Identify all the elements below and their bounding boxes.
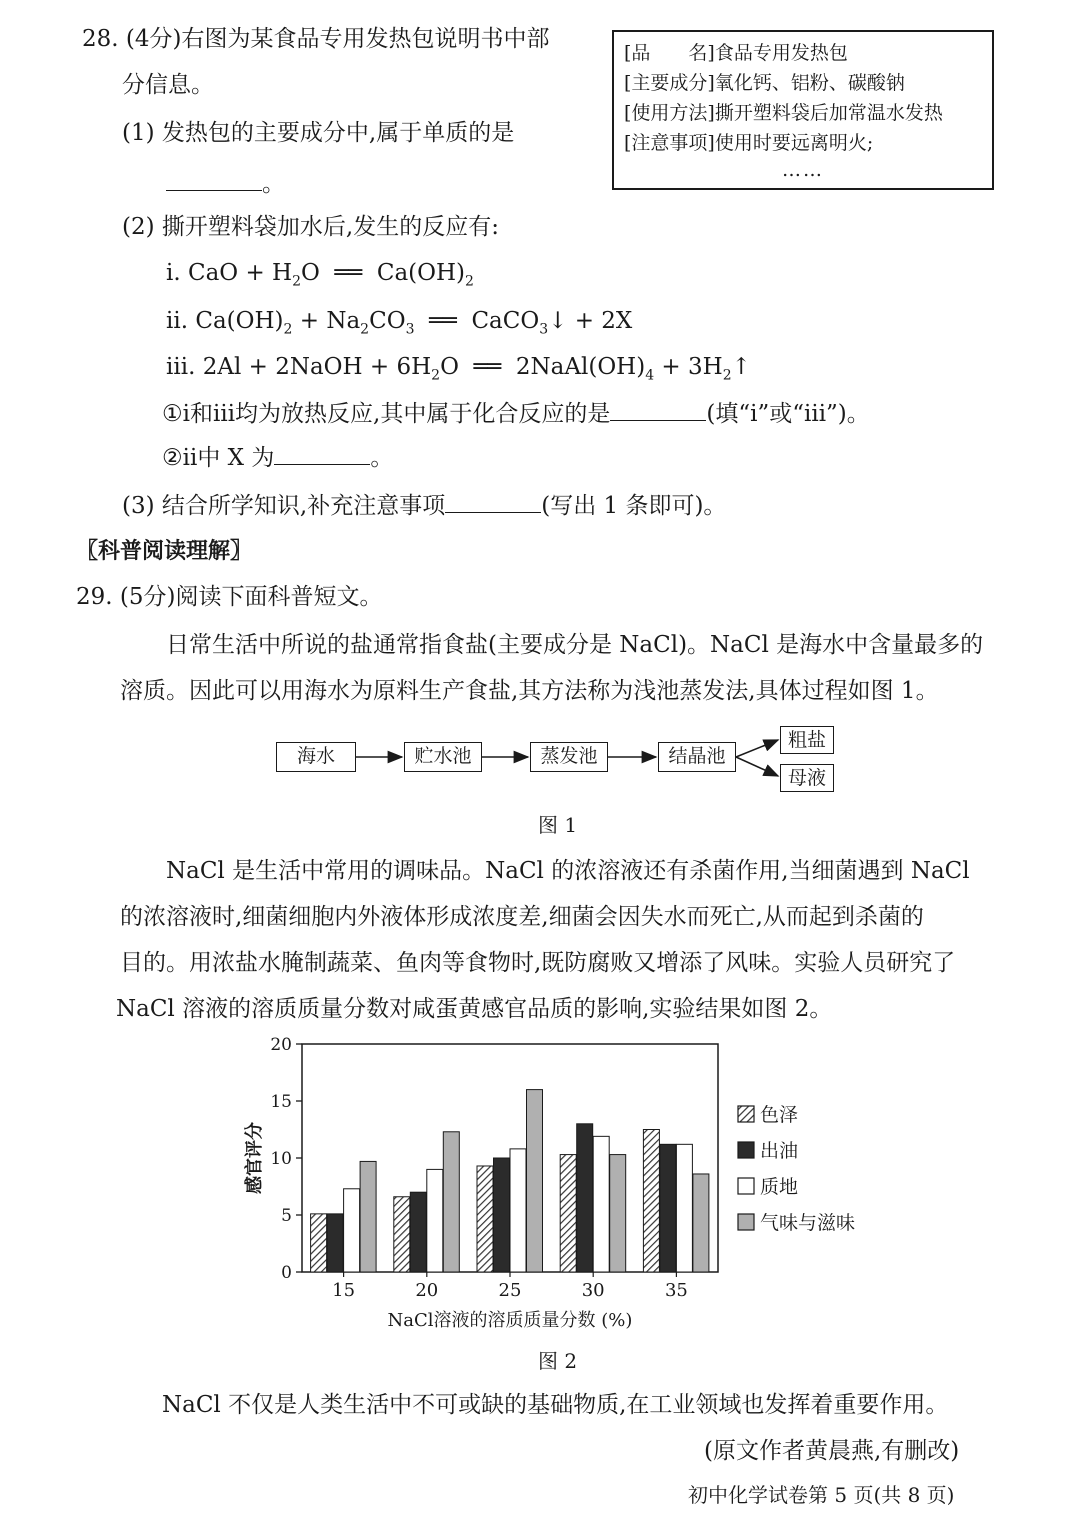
paragraph-2-line-2: 的浓溶液时,细菌细胞内外液体形成浓度差,细菌会因失水而死亡,从而起到杀菌的: [120, 904, 924, 930]
info-value: 氧化钙、铝粉、碳酸钠: [714, 72, 905, 94]
sub-question-end: 。: [370, 445, 394, 471]
x-tick-label: 30: [581, 1280, 605, 1301]
sub-question-text: ①ⅰ和ⅲ均为放热反应,其中属于化合反应的是: [162, 401, 611, 427]
info-key: [注意事项]: [624, 132, 715, 154]
figure-1-caption: 图 1: [538, 813, 578, 837]
bar: [660, 1144, 676, 1272]
legend-swatch: [738, 1142, 754, 1158]
part-label: (1): [122, 120, 155, 146]
y-tick-label: 20: [270, 1035, 292, 1055]
y-tick-label: 5: [281, 1206, 292, 1226]
question-28-line1: [82, 24, 549, 54]
q28-part3: [122, 490, 726, 521]
reaction-iii: [166, 352, 751, 391]
paragraph-1-line-2: 溶质。因此可以用海水为原料生产食盐,其方法称为浅池蒸发法,具体过程如图 1。: [120, 678, 939, 704]
page-footer: 初中化学试卷第 5 页(共 8 页): [688, 1483, 955, 1507]
legend-swatch: [738, 1106, 754, 1122]
flow-step-reservoir: 贮水池: [404, 742, 482, 772]
reaction-right: $2NaAl(OH)_4$ + $3H_2↑$: [515, 354, 751, 384]
info-key: [品 名]: [624, 42, 715, 64]
reaction-i: [166, 258, 474, 297]
bar: [676, 1144, 692, 1272]
legend-label: 质地: [760, 1176, 799, 1198]
x-tick-label: 25: [498, 1280, 522, 1301]
question-score: (4分): [125, 26, 182, 52]
bar: [643, 1130, 659, 1273]
bar: [577, 1124, 593, 1272]
part-end: 。: [262, 171, 285, 197]
bar: [510, 1149, 526, 1272]
x-tick-label: 20: [415, 1280, 439, 1301]
question-intro: 右图为某食品专用发热包说明书中部: [181, 26, 550, 52]
y-axis-label: 感官评分: [244, 1122, 265, 1194]
info-ellipsis: ……: [782, 159, 824, 181]
q28-sub1: [162, 398, 870, 429]
bar: [427, 1169, 443, 1272]
legend-label: 色泽: [760, 1104, 799, 1126]
legend-swatch: [738, 1214, 754, 1230]
flow-output-crude-salt: 粗盐: [780, 726, 834, 754]
question-29-line1: [76, 582, 382, 612]
info-key: [主要成分]: [624, 72, 715, 94]
equals-sign: ══: [421, 308, 465, 334]
reaction-left: CaO + $H_2O$: [187, 260, 320, 290]
reaction-label: ⅲ.: [166, 354, 196, 380]
part-label: (3): [122, 493, 155, 519]
info-row-name: [624, 38, 982, 68]
q28-sub2: [162, 442, 393, 473]
product-info-box: [612, 30, 994, 190]
bar: [360, 1161, 376, 1272]
bar: [693, 1174, 709, 1272]
section-title: 〖科普阅读理解〗: [76, 539, 253, 564]
reaction-left: $Ca(OH)_2 + Na_2CO_3$: [195, 308, 415, 338]
reaction-right: CaCO$_3$↓ + 2X: [471, 308, 633, 338]
arrow-down-right-icon: [736, 757, 778, 776]
bar: [394, 1197, 410, 1272]
info-value: 使用时要远离明火;: [714, 132, 874, 154]
source-note: (原文作者黄晨燕,有删改): [704, 1438, 960, 1464]
reaction-label: ⅱ.: [166, 308, 189, 334]
paragraph-1-line-1: 日常生活中所说的盐通常指食盐(主要成分是 NaCl)。NaCl 是海水中含量最多的: [166, 632, 984, 658]
answer-blank-1[interactable]: [166, 168, 262, 191]
flow-output-mother-liquor: 母液: [780, 764, 834, 792]
question-number: 29.: [76, 584, 113, 610]
equals-sign: ══: [466, 354, 509, 380]
part-text: 发热包的主要成分中,属于单质的是: [161, 120, 515, 146]
info-row-ingredients: [624, 68, 982, 98]
flow-step-crystallization-pond: 结晶池: [658, 742, 736, 772]
legend-swatch: [738, 1178, 754, 1194]
flow-step-evaporation-pond: 蒸发池: [530, 742, 608, 772]
legend-label: 气味与滋味: [760, 1212, 856, 1234]
bar: [593, 1136, 609, 1272]
info-value: 撕开塑料袋后加常温水发热: [714, 102, 943, 124]
reaction-left: 2Al + 2NaOH + $6H_2O$: [202, 354, 459, 384]
y-tick-label: 15: [270, 1092, 292, 1112]
figure-2-caption: 图 2: [538, 1349, 578, 1373]
question-score: (5分): [119, 584, 176, 610]
x-tick-label: 35: [664, 1280, 688, 1301]
part-label: (2): [122, 214, 155, 240]
question-28-line2: 分信息。: [122, 72, 214, 98]
q28-part1: [122, 118, 514, 148]
figure-2-bar-chart: [230, 1030, 890, 1340]
part-end: (写出 1 条即可)。: [541, 493, 727, 519]
bar: [477, 1166, 493, 1272]
reaction-right: $Ca(OH)_2$: [376, 260, 474, 290]
flow-arrows: [270, 720, 850, 800]
x-tick-label: 15: [332, 1280, 356, 1301]
answer-blank-2[interactable]: [610, 398, 706, 421]
paragraph-2-line-1: NaCl 是生活中常用的调味品。NaCl 的浓溶液还有杀菌作用,当细菌遇到 NaCl: [166, 858, 970, 884]
bar: [527, 1090, 543, 1272]
info-row-usage: [624, 98, 982, 128]
equals-sign: ══: [327, 260, 370, 286]
bar: [344, 1189, 360, 1272]
paragraph-3: NaCl 不仅是人类生活中不可或缺的基础物质,在工业领域也发挥着重要作用。: [162, 1392, 949, 1418]
flow-step-seawater: 海水: [276, 742, 356, 772]
bar: [327, 1214, 343, 1272]
bar: [610, 1155, 626, 1272]
sub-question-end: (填“ⅰ”或“ⅲ”)。: [706, 401, 870, 427]
bar: [410, 1192, 426, 1272]
paragraph-2-line-4: NaCl 溶液的溶质质量分数对咸蛋黄感官品质的影响,实验结果如图 2。: [116, 996, 833, 1022]
reaction-label: ⅰ.: [166, 260, 181, 286]
answer-blank-4[interactable]: [445, 490, 541, 513]
paragraph-2-line-3: 目的。用浓盐水腌制蔬菜、鱼肉等食物时,既防腐败又增添了风味。实验人员研究了: [120, 950, 956, 976]
x-axis-label: NaCl溶液的溶质质量分数 (%): [387, 1310, 633, 1331]
arrow-up-right-icon: [736, 740, 778, 757]
info-value: 食品专用发热包: [714, 42, 848, 64]
bar: [560, 1155, 576, 1272]
legend-label: 出油: [760, 1140, 799, 1162]
info-key: [使用方法]: [624, 102, 715, 124]
question-number: 28.: [82, 26, 119, 52]
answer-blank-3[interactable]: [274, 442, 370, 465]
part-text: 结合所学知识,补充注意事项: [161, 493, 446, 519]
bar: [311, 1214, 327, 1272]
q28-part1-answer: [166, 168, 285, 199]
bar: [443, 1132, 459, 1272]
sub-question-text: ②ⅱ中 X 为: [162, 445, 275, 471]
info-row-notes: [624, 128, 982, 158]
bar: [494, 1158, 510, 1272]
q28-part2: [122, 212, 499, 242]
reaction-ii: [166, 306, 632, 345]
part-text: 撕开塑料袋加水后,发生的反应有:: [161, 214, 499, 240]
y-tick-label: 0: [281, 1263, 292, 1283]
question-intro: 阅读下面科普短文。: [175, 584, 383, 610]
y-tick-label: 10: [270, 1149, 292, 1169]
